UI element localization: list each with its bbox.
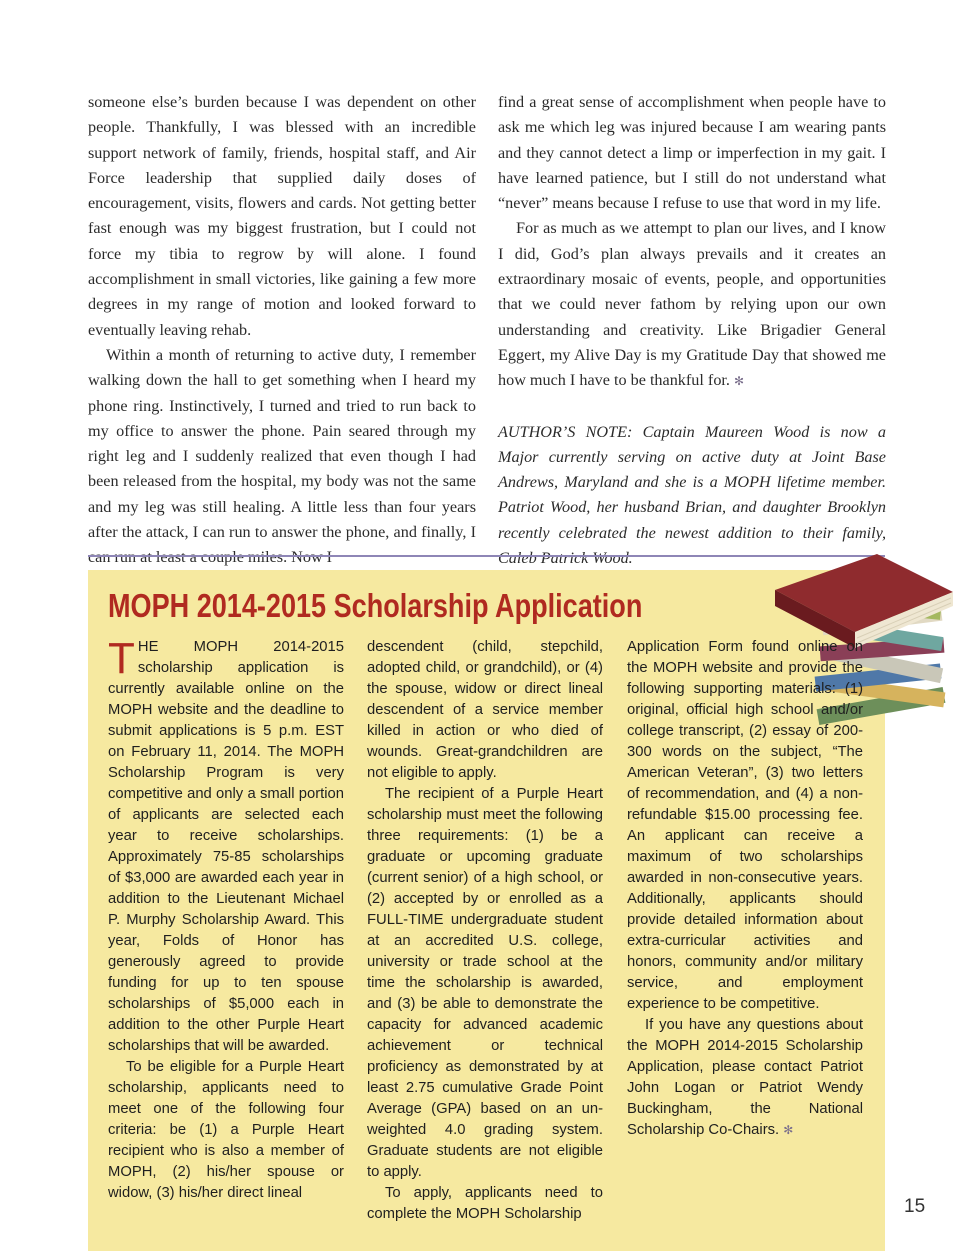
scholarship-title: [108, 583, 642, 629]
scholarship-paragraph-text: HE MOPH 2014-2015 scholarship application is currently available online on the MOPH website and the deadline to submit applications is 5 p.m. EST on February 11, 2014. The MOPH Scholarship Program is very competitive and only a small portion of applicants are selected each year to receive scholarships. Approximately 75-85 scholarships of $3,000 are awarded each year in addition to the Lieutenant Michael P. Murphy Scholarship Award. This year, Folds of Honor has generously agreed to provide funding for up to ten spouse scholarships of $5,000 each in addition to the other Purple Heart scholarships that will be awarded.: [108, 639, 344, 1054]
scholarship-title-bold: MOPH 2014-2015: [108, 587, 327, 624]
page-number: 15: [904, 1196, 926, 1217]
drop-cap: T: [108, 634, 135, 683]
story-paragraph: find a great sense of accomplishment when people have to ask me which leg was injured because I am wearing pants and they cannot detect a limp or imperfection in my gait. I have learned patience, but I still do not understand what “never” means because I refuse to use that word in my life.: [498, 93, 886, 213]
end-mark-icon: ✻: [734, 374, 745, 389]
scholarship-closing-paragraph: [627, 1015, 863, 1141]
scholarship-title-rest: Scholarship Application: [326, 587, 643, 624]
story-paragraph: Within a month of returning to active duty, I remember walking down the hall to get something when I heard my phone ring. Instinctively, I turned and tried to run back to my office to answer the phone. Pain seared through my right leg and I suddenly realized that even though I had been released from the hospital, my body was not the same and my leg was still healing. A little less than four years after the attack, I can run to answer the phone, and finally, I can run at least a couple miles. Now I: [88, 345, 476, 567]
scholarship-column-1: [108, 634, 344, 1204]
scholarship-paragraph: descendent (child, stepchild, adopted child, or grandchild), or (4) the spouse, widow or direct lineal descendent of a service member killed in action or who died of wounds. Great-grandchildren are not eligible to apply.: [367, 639, 603, 781]
scholarship-paragraph: The recipient of a Purple Heart scholarship must meet the following three requirements: (1) be a graduate or upcoming graduate (current senior) of a high school, or (2) accepted by or enrolled as a FULL-TIME undergraduate student at an accredited U.S. college, university or trade school at the time the scholarship is awarded, and (3) be able to demonstrate the capacity for advanced academic achievement or technical proficiency as demonstrated by at least 2.75 cumulative Grade Point Average (GPA) based on an un-weighted 4.0 grading system. Graduate students are not eligible to apply.: [367, 786, 603, 1180]
end-mark-icon: ✻: [783, 1123, 794, 1137]
story-column-right: [498, 90, 886, 571]
story-paragraph: someone else’s burden because I was dependent on other people. Thankfully, I was blessed with an incredible support network of family, friends, hospital staff, and Air Force leadership that supplied daily doses of encouragement, visits, flowers and cards. Not getting better fast enough was my biggest frustration, but I could not force my tibia to regrow by will alone. I found accomplishment in small victories, like gaining a few more degrees in my range of motion and looked forward to eventually leaving rehab.: [88, 93, 476, 339]
story-closing-paragraph: [498, 216, 886, 394]
scholarship-paragraph: Application Form found online on the MOPH website and provide the following supporting materials: (1) original, official high school and/or college transcript, (2) essay of 200-300 words on the subject, “The American Veteran”, (3) two letters of recommendation, and (4) a non-refundable $15.00 processing fee. An applicant can receive a maximum of two scholarships awarded in non-consecutive years. Additionally, applicants should provide detailed information about extra-curricular activities and honors, community and/or military service, and employment experience to be competitive.: [627, 639, 863, 1012]
scholarship-paragraph: [108, 634, 344, 1057]
authors-note: AUTHOR’S NOTE: Captain Maureen Wood is now a Major currently serving on active duty at Joint Base Andrews, Maryland and she is a MOPH lifetime member. Patriot Wood, her husband Brian, and daughter Brooklyn recently celebrated the newest addition to their family, Caleb Patrick Wood.: [498, 422, 886, 568]
scholarship-column-3: [627, 637, 863, 1141]
scholarship-paragraph: To apply, applicants need to complete the MOPH Scholarship: [367, 1185, 603, 1222]
scholarship-paragraph: To be eligible for a Purple Heart scholarship, applicants need to meet one of the following four criteria: be (1) a Purple Heart recipient who is also a member of MOPH, (2) his/her spouse or widow, (3) his/her direct lineal: [108, 1059, 344, 1201]
story-paragraph-text: For as much as we attempt to plan our lives, and I know I did, God’s plan always prevails and it creates an extraordinary mosaic of events, people, and opportunities that we could never fathom by relying upon our own understanding and creativity. Like Brigadier General Eggert, my Alive Day is my Gratitude Day that showed me how much I have to be thankful for.: [498, 219, 886, 390]
scholarship-paragraph-text: If you have any questions about the MOPH 2014-2015 Scholarship Application, please contact Patriot John Logan or Patriot Wendy Buckingham, the National Scholarship Co-Chairs.: [627, 1017, 863, 1138]
story-column-left: [88, 90, 476, 571]
scholarship-column-2: [367, 637, 603, 1225]
